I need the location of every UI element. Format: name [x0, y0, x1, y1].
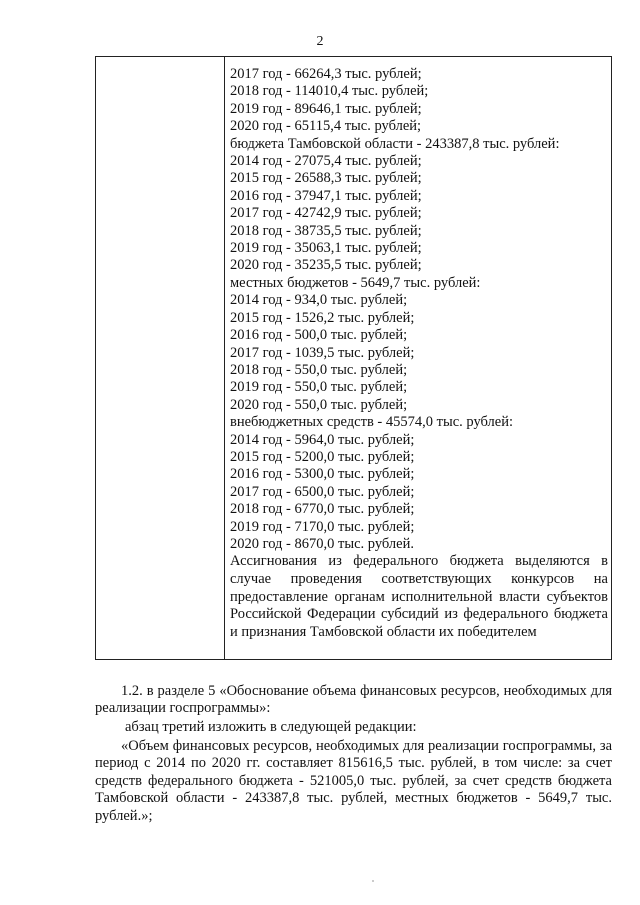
scan-speck — [372, 880, 374, 882]
funding-line: 2015 год - 26588,3 тыс. рублей; — [230, 170, 422, 187]
funding-line: 2017 год - 66264,3 тыс. рублей; — [230, 66, 422, 82]
funding-line: 2017 год - 1039,5 тыс. рублей; — [230, 344, 415, 361]
funding-details-cell — [230, 66, 608, 641]
funding-line: 2017 год - 42742,9 тыс. рублей; — [230, 205, 422, 222]
funding-line: 2016 год - 37947,1 тыс. рублей; — [230, 187, 422, 204]
amendment-paragraph-instruction: абзац третий изложить в следующей редакции: — [125, 719, 417, 735]
table-column-divider — [224, 57, 225, 659]
funding-line: 2019 год - 89646,1 тыс. рублей; — [230, 100, 422, 117]
funding-heading-regional: бюджета Тамбовской области - 243387,8 тыс. рублей: — [230, 135, 560, 152]
funding-line: 2018 год - 38735,5 тыс. рублей; — [230, 222, 422, 239]
page-number: 2 — [316, 34, 324, 49]
funding-line: 2015 год - 1526,2 тыс. рублей; — [230, 309, 415, 326]
funding-line: 2017 год - 6500,0 тыс. рублей; — [230, 483, 415, 500]
funding-line: 2020 год - 35235,5 тыс. рублей; — [230, 257, 422, 274]
funding-table — [95, 56, 612, 660]
amendment-paragraph-new-text: «Объем финансовых ресурсов, необходимых для реализации госпрограммы, за период с 2014 по 2020 гг. составляет 815616,5 тыс. рублей, в том числе: за счет средств федерального бюджета - 521005,0 тыс. рублей, за счет средств бюджета Тамбовской области - 243387,8 тыс. рублей, местных бюджетов - 5649,7 тыс. рублей.»; — [95, 738, 612, 824]
funding-line: 2018 год - 114010,4 тыс. рублей; — [230, 83, 429, 100]
federal-allocation-note: Ассигнования из федерального бюджета выделяются в случае проведения соответствующих конкурсов на предоставление органам исполнительной власти субъектов Российской Федерации субсидий из федерального бюджета и признания Тамбовской области их победителем — [230, 553, 608, 640]
funding-line: 2018 год - 550,0 тыс. рублей; — [230, 361, 408, 378]
funding-line: 2014 год - 27075,4 тыс. рублей; — [230, 153, 422, 170]
funding-line: 2020 год - 8670,0 тыс. рублей. — [230, 535, 414, 552]
funding-line: 2015 год - 5200,0 тыс. рублей; — [230, 448, 415, 465]
funding-heading-local: местных бюджетов - 5649,7 тыс. рублей: — [230, 274, 481, 291]
funding-line: 2019 год - 7170,0 тыс. рублей; — [230, 518, 415, 535]
amendment-paragraph-section-5: 1.2. в разделе 5 «Обоснование объема финансовых ресурсов, необходимых для реализации госпрограммы»: — [95, 683, 612, 717]
funding-line: 2014 год - 5964,0 тыс. рублей; — [230, 431, 415, 448]
funding-line: 2019 год - 550,0 тыс. рублей; — [230, 379, 408, 396]
funding-line: 2016 год - 5300,0 тыс. рублей; — [230, 466, 415, 483]
funding-line: 2020 год - 65115,4 тыс. рублей; — [230, 118, 422, 135]
funding-line: 2016 год - 500,0 тыс. рублей; — [230, 327, 408, 344]
funding-line: 2014 год - 934,0 тыс. рублей; — [230, 292, 408, 309]
funding-line: 2020 год - 550,0 тыс. рублей; — [230, 396, 408, 413]
funding-heading-extrabudgetary: внебюджетных средств - 45574,0 тыс. рублей: — [230, 414, 513, 431]
funding-line: 2019 год - 35063,1 тыс. рублей; — [230, 240, 422, 257]
funding-line: 2018 год - 6770,0 тыс. рублей; — [230, 501, 415, 518]
